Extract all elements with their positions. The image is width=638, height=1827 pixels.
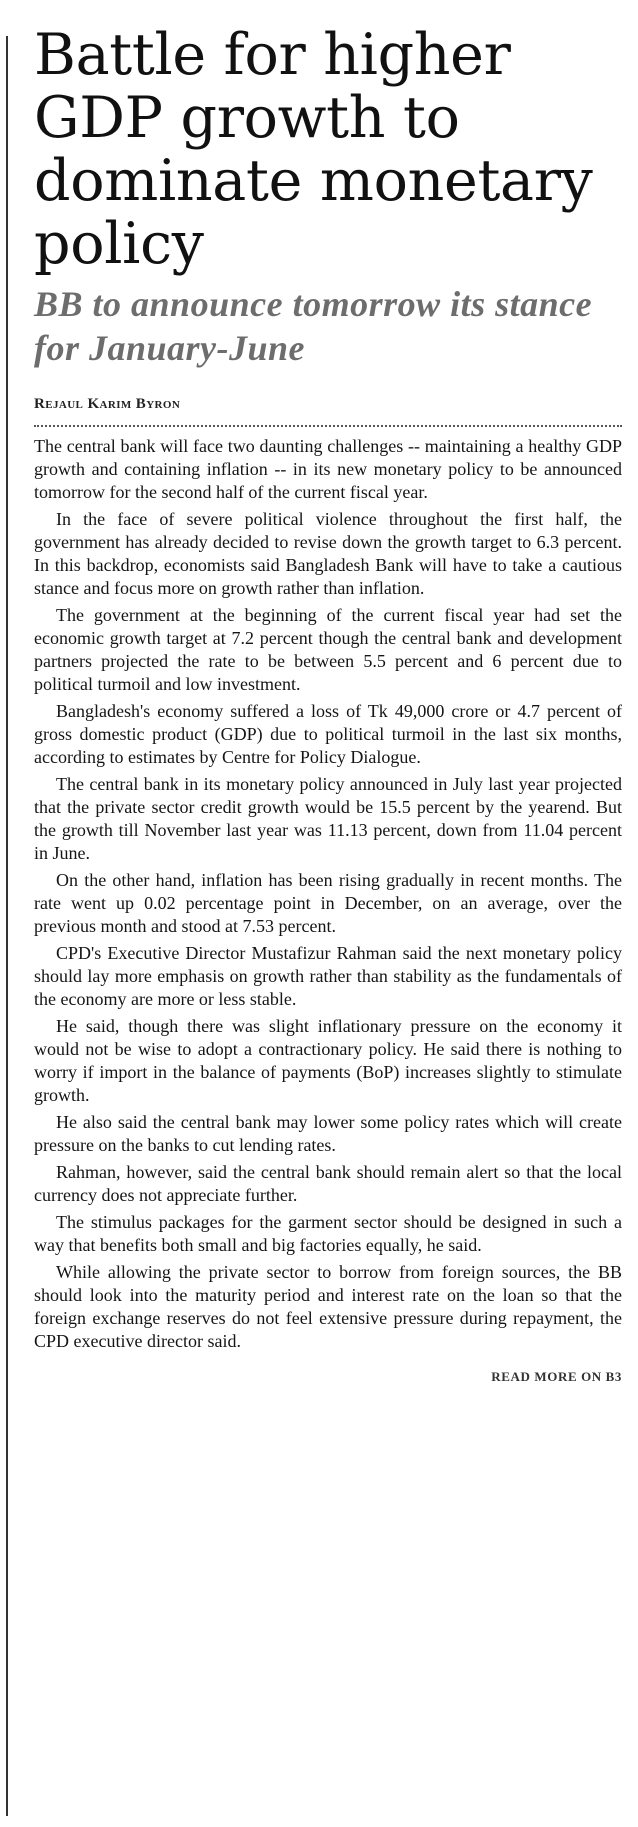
paragraph: The central bank will face two daunting challenges -- maintaining a healthy GDP growth and containing inflation -- in its new monetary policy to be announced tomorrow for the second half of the current fiscal year. [34, 436, 622, 502]
read-more-link[interactable]: READ MORE ON B3 [491, 1369, 622, 1384]
paragraph: He said, though there was slight inflationary pressure on the economy it would not be wise to adopt a contractionary policy. He said there is nothing to worry if import in the balance of payments (BoP) increases slightly to stimulate growth. [34, 1016, 622, 1105]
byline: Rejaul Karim Byron [34, 396, 181, 412]
paragraph: Bangladesh's economy suffered a loss of Tk 49,000 crore or 4.7 percent of gross domestic product (GDP) due to political turmoil in the last six months, according to estimates by Centre for Policy Dialogue. [34, 701, 622, 767]
dotted-divider [34, 425, 622, 427]
paragraph: Rahman, however, said the central bank should remain alert so that the local currency does not appreciate further. [34, 1162, 622, 1205]
paragraph: He also said the central bank may lower some policy rates which will create pressure on the banks to cut lending rates. [34, 1112, 622, 1155]
paragraph: In the face of severe political violence throughout the first half, the government has already decided to revise down the growth target to 6.3 percent. In this backdrop, economists said Bangladesh Bank will have to take a cautious stance and focus more on growth rather than inflation. [34, 509, 622, 598]
column-rule [6, 36, 8, 1816]
deck-subheadline: BB to announce tomorrow its stance for January-June [34, 284, 593, 368]
paragraph: CPD's Executive Director Mustafizur Rahman said the next monetary policy should lay more emphasis on growth rather than stability as the fundamentals of the economy are more or less stable. [34, 943, 622, 1009]
article [34, 24, 622, 1385]
paragraph: While allowing the private sector to borrow from foreign sources, the BB should look into the maturity period and interest rate on the loan so that the foreign exchange reserves do not feel extensive pressure during repayment, the CPD executive director said. [34, 1262, 622, 1351]
article-body [34, 435, 622, 1353]
paragraph: On the other hand, inflation has been rising gradually in recent months. The rate went up 0.02 percentage point in December, on an average, over the previous month and stood at 7.53 percent. [34, 870, 622, 936]
paragraph: The central bank in its monetary policy announced in July last year projected that the private sector credit growth would be 15.5 percent by the yearend. But the growth till November last year was 11.13 percent, down from 11.04 percent in June. [34, 774, 622, 863]
paragraph: The stimulus packages for the garment sector should be designed in such a way that benefits both small and big factories equally, he said. [34, 1212, 622, 1255]
headline: Battle for higher GDP growth to dominate monetary policy [34, 22, 593, 277]
paragraph: The government at the beginning of the current fiscal year had set the economic growth target at 7.2 percent though the central bank and development partners projected the rate to be between 5.5 percent and 6 percent due to political turmoil and low investment. [34, 605, 622, 694]
